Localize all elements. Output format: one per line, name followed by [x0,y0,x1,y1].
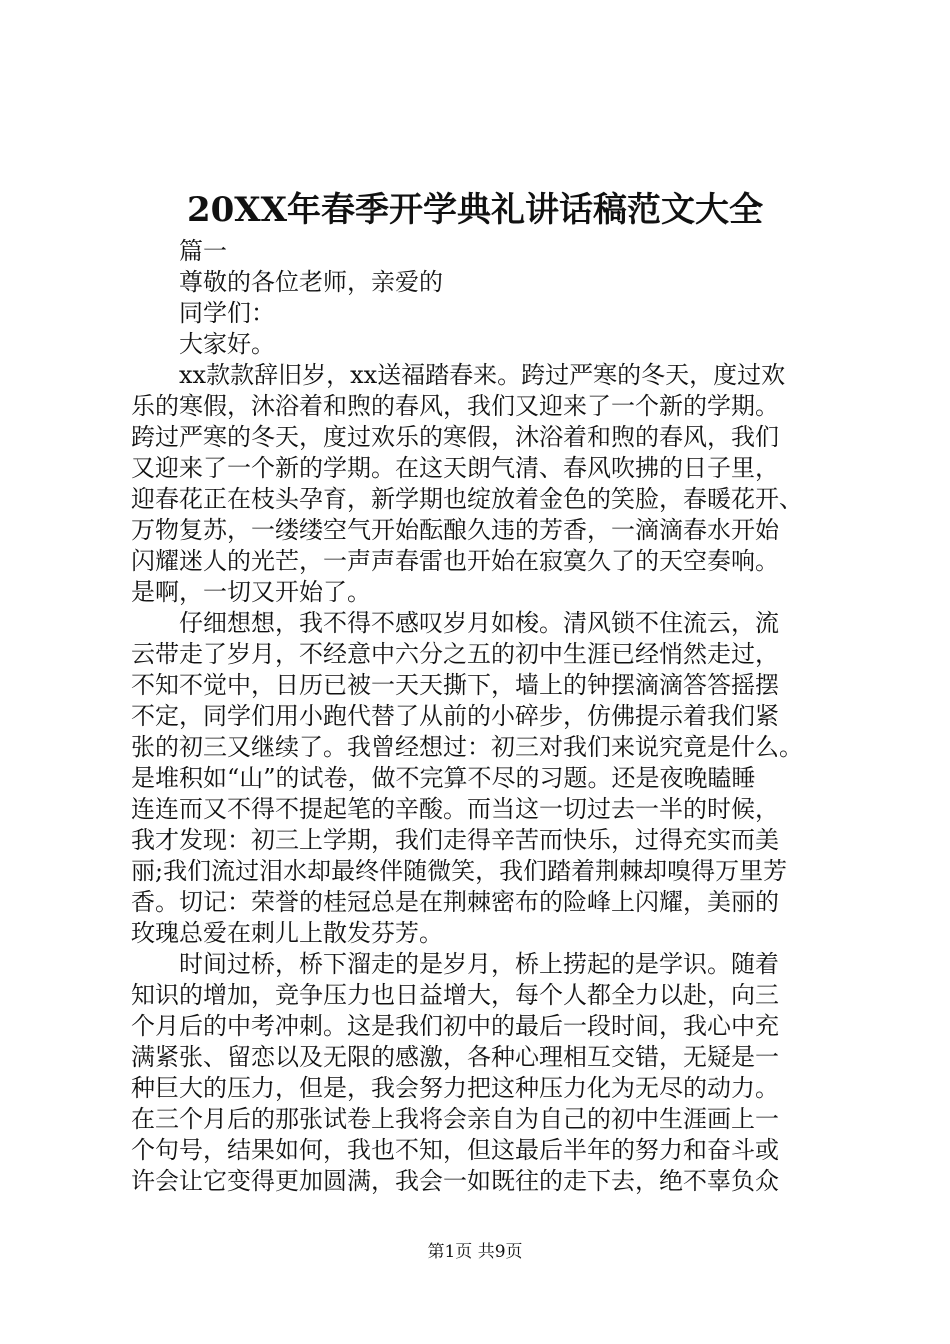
paragraph-line: 知识的增加，竞争压力也日益增大，每个人都全力以赴，向三 [131,981,779,1009]
paragraph-line: 丽;我们流过泪水却最终伴随微笑，我们踏着荆棘却嗅得万里芳 [131,857,788,885]
paragraph-line: 种巨大的压力，但是，我会努力把这种压力化为无尽的动力。 [131,1074,779,1102]
paragraph-line: 许会让它变得更加圆满，我会一如既往的走下去，绝不辜负众 [131,1167,779,1195]
greeting-line: 大家好。 [179,330,275,358]
paragraph-line: 迎春花正在枝头孕育，新学期也绽放着金色的笑脸，春暖花开、 [131,485,803,513]
paragraph-line: 连连而又不得不提起笔的辛酸。而当这一切过去一半的时候， [131,795,779,823]
paragraph-line: 万物复苏，一缕缕空气开始酝酿久违的芳香，一滴滴春水开始 [131,516,779,544]
paragraph-line: 玫瑰总爱在刺儿上散发芬芳。 [131,919,443,947]
paragraph-line: 满紧张、留恋以及无限的感激，各种心理相互交错，无疑是一 [131,1043,779,1071]
paragraph-line: 又迎来了一个新的学期。在这天朗气清、春风吹拂的日子里， [131,454,779,482]
paragraph-line: 不知不觉中，日历已被一天天撕下，墙上的钟摆滴滴答答摇摆 [131,671,779,699]
document-title: 20XX年春季开学典礼讲话稿范文大全 [186,190,764,230]
paragraph-line: 时间过桥，桥下溜走的是岁月，桥上捞起的是学识。随着 [179,950,779,978]
paragraph-line: 是啊，一切又开始了。 [131,578,371,606]
paragraph-line: 我才发现：初三上学期，我们走得辛苦而快乐，过得充实而美 [131,826,779,854]
paragraph-line: 闪耀迷人的光芒，一声声春雷也开始在寂寞久了的天空奏响。 [131,547,779,575]
paragraph-line: 张的初三又继续了。我曾经想过：初三对我们来说究竟是什么。 [131,733,803,761]
document-body [131,236,831,1197]
section-heading: 篇一 [179,237,227,265]
paragraph-line: 香。切记：荣誉的桂冠总是在荆棘密布的险峰上闪耀，美丽的 [131,888,779,916]
paragraph-line: xx款款辞旧岁，xx送福踏春来。跨过严寒的冬天，度过欢 [179,361,786,389]
paragraph-line: 是堆积如“山”的试卷，做不完算不尽的习题。还是夜晚瞌睡 [131,764,756,792]
paragraph-line: 云带走了岁月，不经意中六分之五的初中生涯已经悄然走过， [131,640,779,668]
paragraph-line: 乐的寒假，沐浴着和煦的春风，我们又迎来了一个新的学期。 [131,392,779,420]
paragraph-line: 个句号，结果如何，我也不知，但这最后半年的努力和奋斗或 [131,1136,779,1164]
paragraph-line: 在三个月后的那张试卷上我将会亲自为自己的初中生涯画上一 [131,1105,779,1133]
paragraph-line: 个月后的中考冲刺。这是我们初中的最后一段时间，我心中充 [131,1012,779,1040]
page-number: 第1页 共9页 [427,1242,523,1262]
paragraph-line: 仔细想想，我不得不感叹岁月如梭。清风锁不住流云，流 [179,609,779,637]
paragraph-line: 不定，同学们用小跑代替了从前的小碎步，仿佛提示着我们紧 [131,702,779,730]
salutation-line: 尊敬的各位老师，亲爱的 [179,268,443,296]
salutation-line: 同学们： [179,299,275,327]
paragraph-line: 跨过严寒的冬天，度过欢乐的寒假，沐浴着和煦的春风，我们 [131,423,779,451]
